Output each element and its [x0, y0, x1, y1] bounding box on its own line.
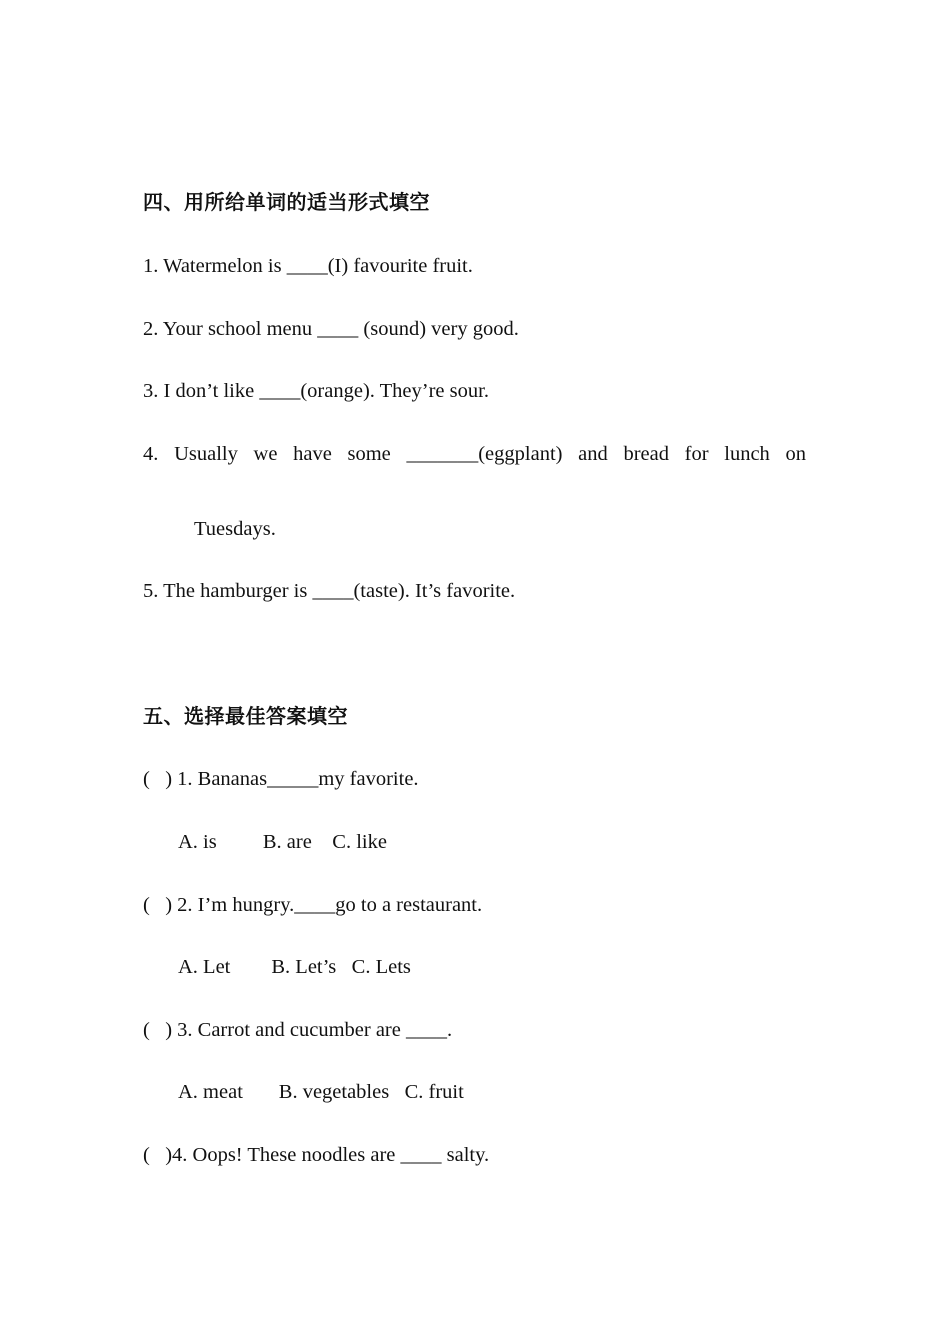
choice-question-2-options: A. Let B. Let’s C. Lets: [178, 956, 411, 978]
section-5-title: 五、选择最佳答案填空: [143, 704, 348, 728]
choice-question-1-options: A. is B. are C. like: [178, 831, 387, 853]
fill-item-1: 1. Watermelon is ____(I) favourite fruit.: [143, 255, 473, 277]
fill-item-5: 5. The hamburger is ____(taste). It’s favorite.: [143, 580, 516, 602]
fill-item-4-continuation: Tuesdays.: [194, 518, 276, 540]
choice-question-4: ( )4. Oops! These noodles are ____ salty.: [143, 1144, 490, 1166]
choice-question-2: ( ) 2. I’m hungry.____go to a restaurant.: [143, 894, 483, 916]
fill-item-4: 4. Usually we have some _______(eggplant) and bread for lunch on: [143, 443, 806, 465]
choice-question-1: ( ) 1. Bananas_____my favorite.: [143, 768, 419, 790]
fill-item-2: 2. Your school menu ____ (sound) very good.: [143, 318, 519, 340]
choice-question-3: ( ) 3. Carrot and cucumber are ____.: [143, 1019, 453, 1041]
fill-item-3: 3. I don’t like ____(orange). They’re sour.: [143, 380, 489, 402]
choice-question-3-options: A. meat B. vegetables C. fruit: [178, 1081, 464, 1103]
section-4-title: 四、用所给单词的适当形式填空: [143, 190, 430, 214]
